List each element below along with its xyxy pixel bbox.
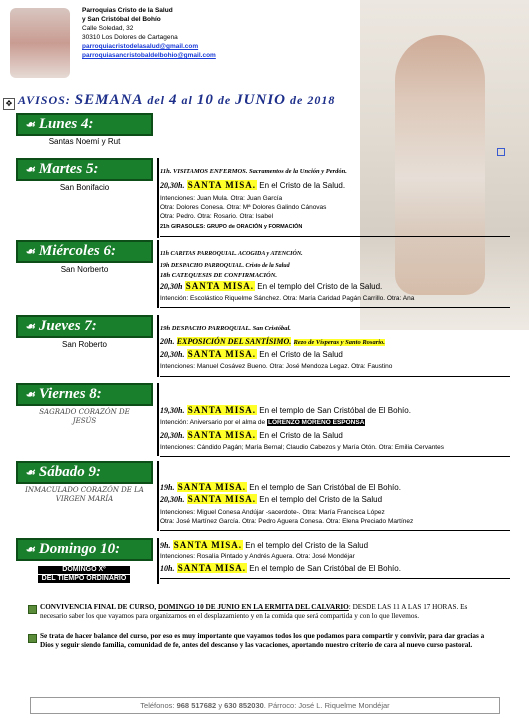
divider [157, 383, 159, 456]
intentions-line: Intenciones: Rosalía Pintado y Andrés Aguera. Otra: José Mondéjar [160, 553, 355, 560]
event-mass: 20,30h. SANTA MISA. En el templo del Cristo de la Salud [160, 494, 383, 504]
event-mass: 20,30h SANTA MISA. En el templo del Cristo de la Salud. [160, 281, 383, 291]
event-mass: 20,30h. SANTA MISA. En el Cristo de la Salud [160, 349, 343, 359]
email-link-2[interactable]: parroquiasancristobaldelbohio@gmail.com [82, 52, 216, 59]
day-name: Viernes 8: [38, 386, 102, 402]
separator [160, 578, 510, 579]
separator [160, 376, 510, 377]
divider [157, 538, 159, 584]
statue-image [395, 35, 485, 295]
parish-thumbnail-image [10, 8, 70, 78]
header-day4: 4 [169, 92, 178, 108]
header-del: del [147, 93, 165, 107]
day-box-viernes [16, 383, 153, 406]
header-day10: 10 [196, 92, 214, 108]
event-line: 19h DESPACHO PARROQUIAL. Cristo de la Salud [160, 263, 290, 269]
event-mass: 20,30h. SANTA MISA. En el Cristo de la Salud [160, 430, 343, 440]
parish-name-line1: Parroquias Cristo de la Salud [82, 7, 173, 14]
header-al: al [181, 93, 193, 107]
day-box-domingo [16, 538, 153, 561]
parish-info [82, 6, 216, 60]
bullet-icon [28, 634, 37, 643]
day-box-martes [16, 158, 153, 181]
ornament-icon: ☙ [25, 467, 35, 479]
day-name: Jueves 7: [38, 318, 97, 334]
divider [157, 315, 159, 377]
day-name: Lunes 4: [38, 116, 94, 132]
saint-martes: San Bonifacio [59, 183, 110, 192]
day-name: Miércoles 6: [38, 243, 116, 259]
semana-label: SEMANA [74, 92, 144, 108]
intentions-line: Intención: Escolástico Riquelme Sánchez. Otra: María Caridad Pagán Carrillo. Otra: Ana [160, 295, 415, 302]
header-year: 2018 [307, 93, 336, 107]
note-convivencia: CONVIVENCIA FINAL DE CURSO, DOMINGO 10 DE JUNIO EN LA ERMITA DEL CALVARIO: DESDE LAS 11 A LAS 17 HORAS. Es necesario saber los que vayamos para organizarnos en el desplazamiento y en la comida que será compartida y con lo que llevemos. [40, 603, 468, 621]
intentions-line: Otra: Dolores Conesa. Otra: Mª Dolores Galindo Cánovas [160, 204, 327, 211]
event-mass: 9h. SANTA MISA. En el templo del Cristo de la Salud [160, 540, 369, 550]
event-exposition: 20h. EXPOSICIÓN DEL SANTÍSIMO. Rezo de Vísperas y Santo Rosario. [160, 337, 385, 346]
divider [157, 461, 159, 531]
ornament-icon: ☙ [25, 119, 35, 131]
saint-sabado: INMACULADO CORAZÓN DE LA VIRGEN MARÍA [25, 486, 144, 503]
footer-contact: Teléfonos: 968 517682 y 630 852030. Párroco: José L. Riquelme Mondéjar [30, 697, 500, 714]
intention-line: Intención: Aniversario por el alma de LORENZO MORENO ESPONSA [160, 419, 365, 426]
ornament-icon: ☙ [25, 321, 35, 333]
separator [160, 236, 510, 237]
saint-viernes: SAGRADO CORAZÓN DE JESÚS [39, 408, 130, 425]
separator [160, 307, 510, 308]
day-name: Domingo 10: [38, 541, 121, 557]
ornament-icon: ☙ [25, 544, 35, 556]
intentions-line: Otra: José Martínez García. Otra: Pedro Aguera Conesa. Otra: Elena Preciado Martínez [160, 518, 414, 525]
note-balance: Se trata de hacer balance del curso, por eso es muy importante que vayamos todos los que podamos para compartir y convivir, para dar gracias a Dios y seguir siendo familia, comunidad de fe, antes del descanso y las vacaciones, aportando nuestro criterio de cara al nuevo curso pastoral. [40, 632, 485, 650]
separator [160, 456, 510, 457]
event-line: 18h CATEQUESIS DE CONFIRMACIÓN. [160, 272, 278, 279]
saint-lunes: Santas Noemí y Rut [48, 137, 121, 146]
saint-jueves: San Roberto [62, 340, 107, 349]
event-line: 21h GIRASOLES: GRUPO de ORACIÓN y FORMACIÓN [160, 224, 303, 230]
parish-name-line2: y San Cristóbal del Bohío [82, 16, 161, 23]
domingo-subtitle-1: DOMINGO Xº [38, 566, 130, 574]
anchor-square-icon [497, 148, 505, 156]
avisos-label: AVISOS: [18, 93, 71, 107]
event-line: 11h CARITAS PARROQUIAL. ACOGIDA y ATENCIÓN. [160, 251, 303, 257]
header-de: de [217, 93, 232, 107]
day-box-miercoles [16, 240, 153, 263]
parish-city: 30310 Los Dolores de Cartagena [82, 34, 178, 41]
ornament-icon: ☙ [25, 246, 35, 258]
bullet-icon [28, 605, 37, 614]
divider [157, 158, 159, 238]
event-mass: 10h. SANTA MISA. En el templo de San Cristóbal de El Bohío. [160, 563, 401, 573]
intentions-line: Otra: Pedro. Otra: Rosario. Otra: Isabel [160, 213, 274, 220]
event-line: 19h DESPACHO PARROQUIAL. San Cristóbal. [160, 325, 291, 332]
event-mass: 19h. SANTA MISA. En el templo de San Cristóbal de El Bohío. [160, 482, 401, 492]
event-mass: 19,30h. SANTA MISA. En el templo de San Cristóbal de El Bohío. [160, 405, 411, 415]
event-mass: 20,30h. SANTA MISA. En el Cristo de la Salud. [160, 180, 346, 190]
parish-street: Calle Soledad, 32 [82, 25, 134, 32]
week-header [18, 91, 335, 109]
intentions-line: Intenciones: Juan Mula. Otra: Juan García [160, 195, 283, 202]
day-name: Sábado 9: [38, 464, 101, 480]
email-link-1[interactable]: parroquiacristodelasalud@gmail.com [82, 43, 199, 50]
event-line: 11h. VISITAMOS ENFERMOS. Sacramentos de la Unción y Perdón. [160, 168, 347, 175]
day-box-sabado [16, 461, 153, 484]
domingo-subtitle-2: DEL TIEMPO ORDINARIO [38, 575, 130, 583]
day-box-jueves [16, 315, 153, 338]
move-handle-icon[interactable]: ✥ [3, 98, 15, 110]
day-name: Martes 5: [38, 161, 99, 177]
divider [157, 240, 159, 308]
header-month: JUNIO [235, 92, 287, 108]
ornament-icon: ☙ [25, 164, 35, 176]
intentions-line: Intenciones: Miguel Conesa Andújar -sacerdote-. Otra: María Francisca López [160, 509, 385, 516]
separator [160, 530, 510, 531]
ornament-icon: ☙ [25, 389, 35, 401]
saint-miercoles: San Norberto [60, 265, 109, 274]
intentions-line: Intenciones: Manuel Cosávez Bueno. Otra: José Mendoza Legaz. Otra: Faustino [160, 363, 393, 370]
day-box-lunes [16, 113, 153, 136]
header-de2: de [290, 93, 304, 107]
intentions-line: Intenciones: Cándido Pagán; María Bernal; Claudio Cabezos y María Otón. Otra: Emilia Cervantes [160, 444, 444, 451]
